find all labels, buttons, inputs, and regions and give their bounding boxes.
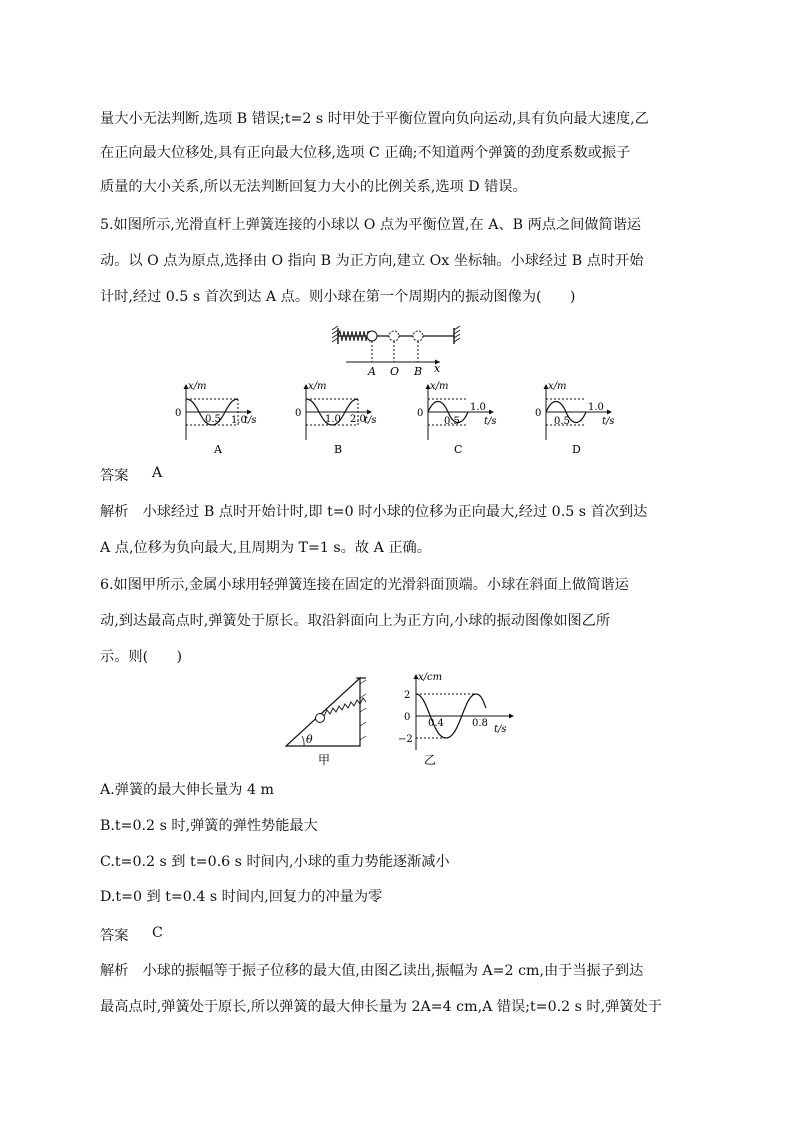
- answer-label: 答案: [100, 468, 129, 484]
- y-axis-label: x/m: [430, 381, 449, 392]
- t-axis-label: t/s: [494, 724, 507, 735]
- tick-label: 0.5: [444, 416, 460, 427]
- rod-label-a: A: [368, 365, 376, 377]
- rod-label-x: x: [434, 362, 441, 375]
- origin-label: 0: [295, 408, 302, 419]
- question-5-text: 动。以 O 点为原点,选择由 O 指向 B 为正方向,建立 Ox 坐标轴。小球经过 B 点时开始: [100, 253, 644, 269]
- analysis-text: 解析 小球的振幅等于振子位移的最大值,由图乙读出,振幅为 A=2 cm,由于当振子到达: [100, 963, 644, 979]
- q5-graph-c: [414, 380, 504, 458]
- tick-label: 2.0: [350, 414, 366, 425]
- y-tick-label: 2: [404, 690, 411, 701]
- figure-caption-yi: 乙: [424, 753, 437, 767]
- option-b: B.t=0.2 s 时,弹簧的弹性势能最大: [100, 818, 318, 834]
- text-line: 在正向最大位移处,具有正向最大位移,选项 C 正确;不知道两个弹簧的劲度系数或振子: [100, 145, 631, 161]
- y-axis-label: x/m: [548, 381, 567, 392]
- tick-label: 0.5: [554, 416, 570, 427]
- angle-label: θ: [306, 733, 313, 746]
- q5-graph-a: [172, 380, 262, 458]
- tick-label: 0.5: [205, 414, 221, 425]
- analysis-text: A 点,位移为负向最大,且周期为 T=1 s。故 A 正确。: [100, 540, 431, 556]
- t-tick-label: 0.8: [472, 718, 488, 729]
- t-axis-label: t/s: [484, 416, 497, 427]
- option-letter: A: [214, 443, 222, 456]
- option-letter: B: [334, 443, 343, 456]
- option-a: A.弹簧的最大伸长量为 4 m: [100, 782, 274, 798]
- origin-label: 0: [535, 408, 542, 419]
- answer-value: A: [152, 465, 163, 481]
- q5-graph-b: [292, 380, 382, 458]
- t-axis-label: t/s: [602, 416, 615, 427]
- y-axis-label: x/m: [188, 381, 207, 392]
- question-6-text: 动,到达最高点时,弹簧处于原长。取沿斜面向上为正方向,小球的振动图像如图乙所: [100, 613, 611, 629]
- question-5-text: 5.如图所示,光滑直杆上弹簧连接的小球以 O 点为平衡位置,在 A、B 两点之间做简谐运: [100, 217, 642, 233]
- option-d: D.t=0 到 t=0.4 s 时间内,回复力的冲量为零: [100, 889, 383, 905]
- answer-value: C: [152, 925, 163, 941]
- t-axis-label: t/s: [364, 415, 377, 426]
- y-axis-label: x/cm: [418, 672, 443, 683]
- tick-label: 1.0: [470, 402, 486, 413]
- tick-label: 1.0: [231, 415, 247, 426]
- option-letter: D: [572, 443, 581, 456]
- t-tick-label: 0.4: [428, 718, 444, 729]
- tick-label: 1.0: [588, 402, 604, 413]
- analysis-text: 解析 小球经过 B 点时开始计时,即 t=0 时小球的位移为正向最大,经过 0.5 s 首次到达: [100, 504, 648, 520]
- y-axis-label: x/m: [308, 381, 327, 392]
- origin-label: 0: [417, 408, 424, 419]
- q6-vibration-graph: [394, 670, 524, 770]
- origin-label: 0: [175, 408, 182, 419]
- y-tick-label: 0: [404, 712, 411, 723]
- figure-caption-jia: 甲: [318, 753, 331, 767]
- y-tick-label: −2: [398, 734, 413, 745]
- rod-label-b: B: [414, 365, 423, 377]
- question-6-text: 示。则( ): [100, 649, 183, 665]
- tick-label: 1.0: [325, 414, 341, 425]
- option-c: C.t=0.2 s 到 t=0.6 s 时间内,小球的重力势能逐渐减小: [100, 854, 450, 870]
- answer-label: 答案: [100, 928, 129, 944]
- q5-rod-figure: [328, 322, 468, 377]
- question-6-text: 6.如图甲所示,金属小球用轻弹簧连接在固定的光滑斜面顶端。小球在斜面上做简谐运: [100, 577, 629, 593]
- text-line: 质量的大小关系,所以无法判断回复力大小的比例关系,选项 D 错误。: [100, 179, 527, 195]
- option-letter: C: [454, 443, 463, 456]
- rod-label-o: O: [390, 365, 400, 377]
- text-line: 量大小无法判断,选项 B 错误;t=2 s 时甲处于平衡位置向负向运动,具有负向最大速度,乙: [100, 111, 649, 127]
- q6-incline-figure: [280, 668, 380, 768]
- q5-graph-d: [532, 380, 622, 458]
- analysis-text: 最高点时,弹簧处于原长,所以弹簧的最大伸长量为 2A=4 cm,A 错误;t=0.2 s 时,弹簧处于: [100, 999, 662, 1015]
- question-5-text: 计时,经过 0.5 s 首次到达 A 点。则小球在第一个周期内的振动图像为( ): [100, 289, 576, 305]
- t-axis-label: t/s: [244, 415, 257, 426]
